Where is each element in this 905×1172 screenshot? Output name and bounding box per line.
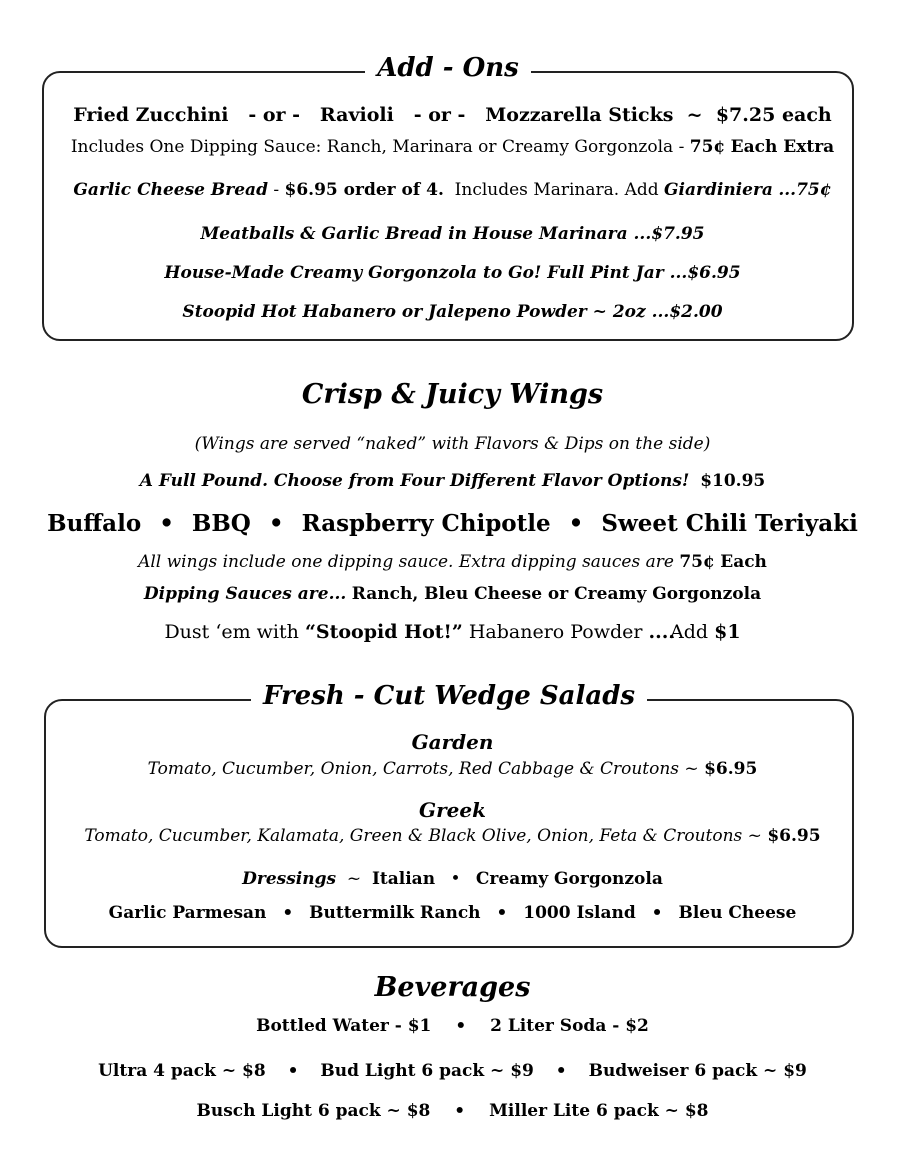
garlic-cheese-bread: Garlic Cheese Bread xyxy=(73,180,268,200)
dash: - xyxy=(273,180,280,200)
wings-price: $10.95 xyxy=(700,471,766,491)
bullet: • xyxy=(555,1061,567,1081)
flavor-raspberry-chipotle: Raspberry Chipotle xyxy=(301,510,551,537)
dips-label: Dipping Sauces are... xyxy=(143,584,347,604)
flavor-bbq: BBQ xyxy=(191,510,251,537)
mozzarella-sticks: Mozzarella Sticks xyxy=(485,104,674,126)
bottled-water: Bottled Water - $1 xyxy=(256,1016,432,1036)
bullet: • xyxy=(450,869,461,889)
salads-title: Fresh - Cut Wedge Salads xyxy=(251,681,647,711)
addons-line-2 xyxy=(0,137,905,157)
tilde: ~ xyxy=(346,869,362,889)
greek-price: $6.95 xyxy=(767,826,821,846)
beverages-title: Beverages xyxy=(374,972,531,1003)
addons-line-6: Stoopid Hot Habanero or Jalepeno Powder ~ 2oz ...$2.00 xyxy=(182,302,723,322)
addons-line-1 xyxy=(0,104,905,126)
stoopid-hot: “Stoopid Hot!” xyxy=(304,621,463,643)
beverages-row-3 xyxy=(0,1101,905,1121)
ravioli: Ravioli xyxy=(319,104,394,126)
bullet: • xyxy=(496,903,508,923)
greek-line xyxy=(0,826,905,846)
wings-offer-text: A Full Pound. Choose from Four Different Flavor Options! xyxy=(139,471,690,491)
ultra-4-pack: Ultra 4 pack ~ $8 xyxy=(98,1061,266,1081)
fried-zucchini: Fried Zucchini xyxy=(73,104,229,126)
garden-price: $6.95 xyxy=(704,759,758,779)
bullet: • xyxy=(568,510,584,537)
wings-dips xyxy=(0,584,905,604)
sauce-each: Each xyxy=(720,552,767,572)
flavor-buffalo: Buffalo xyxy=(47,510,142,537)
bullet: • xyxy=(287,1061,299,1081)
miller-lite-6-pack: Miller Lite 6 pack ~ $8 xyxy=(489,1101,709,1121)
bullet: • xyxy=(651,903,663,923)
dipping-sauce-note: Includes One Dipping Sauce: Ranch, Marinara or Creamy Gorgonzola - xyxy=(70,137,685,157)
habanero-powder: Habanero Powder xyxy=(468,621,643,643)
greek-name: Greek xyxy=(419,798,486,822)
giardiniera: Giardiniera xyxy=(664,180,773,200)
bullet: • xyxy=(455,1016,467,1036)
dressing-bleu-cheese: Bleu Cheese xyxy=(678,903,797,923)
or-separator: - or - xyxy=(248,104,301,126)
liter-soda: 2 Liter Soda - $2 xyxy=(490,1016,649,1036)
wings-flavors xyxy=(0,510,905,537)
each-extra: Each Extra xyxy=(730,137,835,157)
dressings-row-2 xyxy=(0,903,905,923)
dressings-label: Dressings xyxy=(242,869,337,889)
dressing-creamy-gorgonzola: Creamy Gorgonzola xyxy=(475,869,663,889)
garden-line xyxy=(0,759,905,779)
addons-line-4: Meatballs & Garlic Bread in House Marinara ...$7.95 xyxy=(200,224,705,244)
addons-line-5: House-Made Creamy Gorgonzola to Go! Full Pint Jar ...$6.95 xyxy=(164,263,741,283)
dressing-1000-island: 1000 Island xyxy=(523,903,636,923)
sauce-price: 75¢ xyxy=(679,552,715,572)
bud-light-6-pack: Bud Light 6 pack ~ $9 xyxy=(320,1061,534,1081)
tilde: ~ xyxy=(686,104,703,126)
beverages-row-2 xyxy=(0,1061,905,1081)
budweiser-6-pack: Budweiser 6 pack ~ $9 xyxy=(588,1061,807,1081)
extra-price: 75¢ xyxy=(689,137,726,157)
garden-desc: Tomato, Cucumber, Onion, Carrots, Red Cabbage & Croutons ~ xyxy=(147,759,699,779)
greek-desc: Tomato, Cucumber, Kalamata, Green & Black Olive, Onion, Feta & Croutons ~ xyxy=(84,826,762,846)
dressing-buttermilk-ranch: Buttermilk Ranch xyxy=(309,903,481,923)
wings-dust xyxy=(0,621,905,643)
includes-marinara: Includes Marinara. Add xyxy=(454,180,659,200)
beverages-row-1 xyxy=(0,1016,905,1036)
dust-price: $1 xyxy=(714,621,741,643)
busch-light-6-pack: Busch Light 6 pack ~ $8 xyxy=(196,1101,431,1121)
dressings-row-1 xyxy=(0,869,905,889)
addons-price: $7.25 each xyxy=(715,104,832,126)
dips-list: Ranch, Bleu Cheese or Creamy Gorgonzola xyxy=(351,584,762,604)
wings-title: Crisp & Juicy Wings xyxy=(301,379,604,410)
wings-sauce-note xyxy=(0,552,905,572)
garden-name: Garden xyxy=(411,730,494,754)
flavor-sweet-chili-teriyaki: Sweet Chili Teriyaki xyxy=(601,510,858,537)
add-text: Add xyxy=(670,621,709,643)
bullet: • xyxy=(454,1101,466,1121)
addons-title: Add - Ons xyxy=(365,53,531,83)
bullet: • xyxy=(282,903,294,923)
dressing-italian: Italian xyxy=(371,869,436,889)
dust-text: Dust ‘em with xyxy=(164,621,299,643)
garlic-bread-price: $6.95 order of 4. xyxy=(284,180,444,200)
sauce-note-text: All wings include one dipping sauce. Extra dipping sauces are xyxy=(138,552,674,572)
wings-note: (Wings are served “naked” with Flavors & Dips on the side) xyxy=(194,434,711,454)
giardiniera-price: ...75¢ xyxy=(778,180,832,200)
or-separator: - or - xyxy=(413,104,466,126)
addons-line-3 xyxy=(0,180,905,200)
bullet: • xyxy=(268,510,284,537)
dots: .... xyxy=(648,621,675,643)
bullet: • xyxy=(159,510,174,537)
dressing-garlic-parmesan: Garlic Parmesan xyxy=(108,903,267,923)
wings-offer xyxy=(0,471,905,491)
